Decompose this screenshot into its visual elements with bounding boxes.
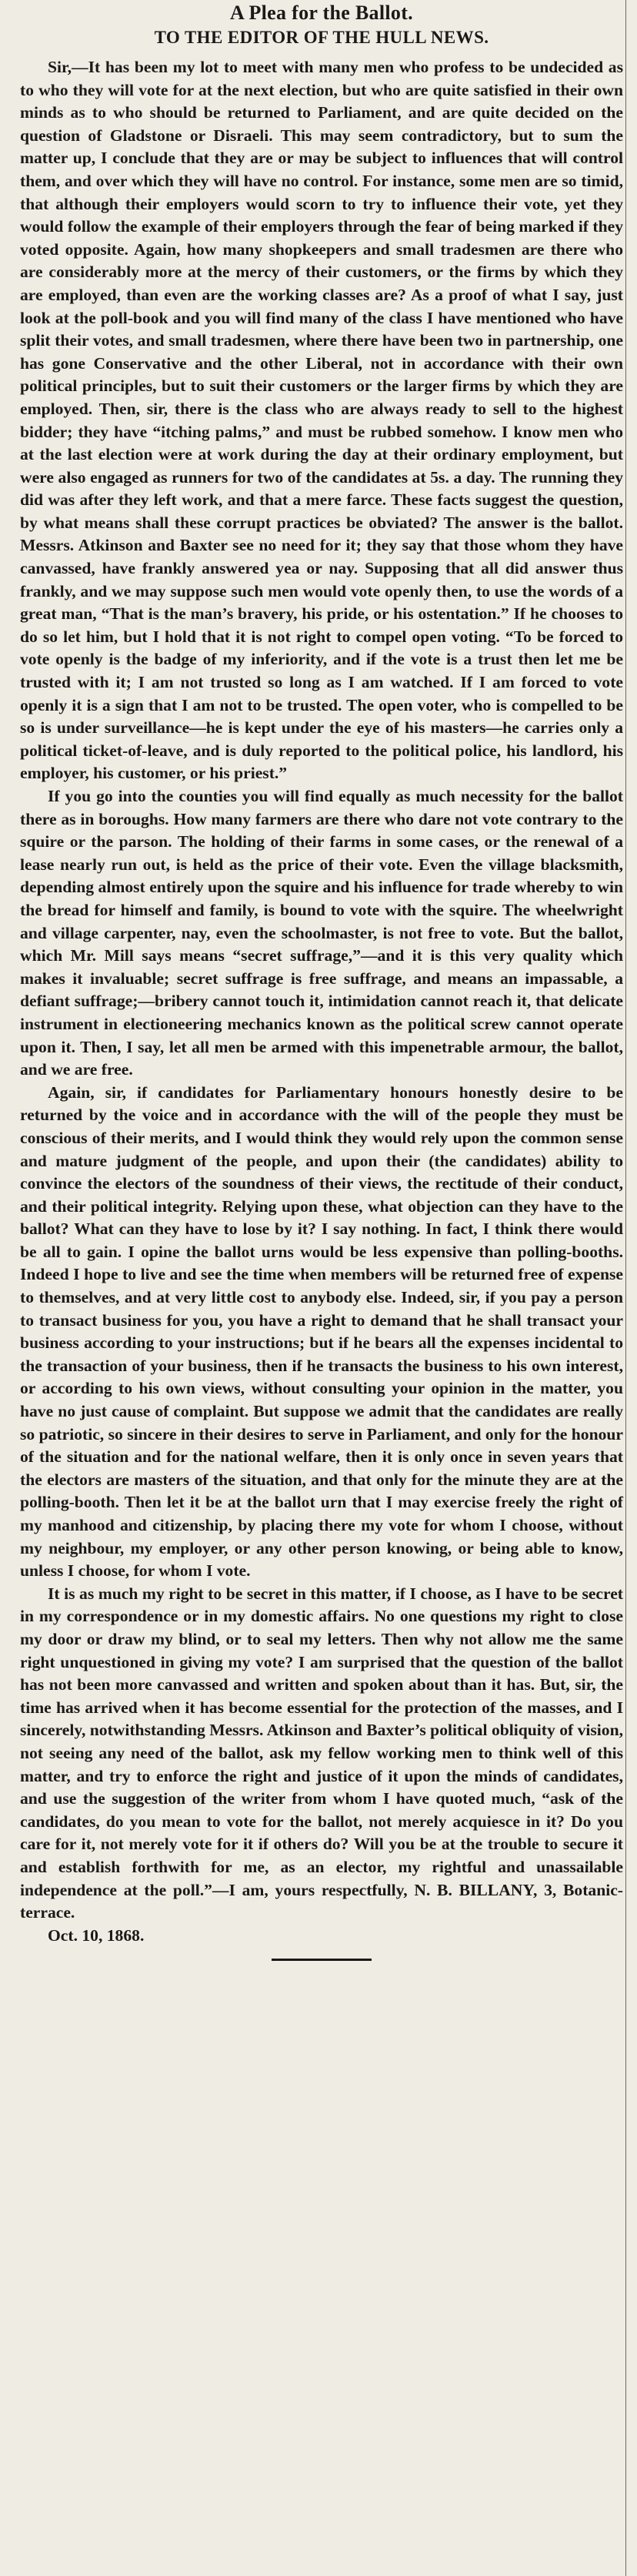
headline: A Plea for the Ballot. [230, 2, 413, 24]
letter-body [20, 56, 623, 1925]
paragraph-1-text: —It has been my lot to meet with many men who profess to be undecided as to who they will vote for at the next election, but who are quite satisfied in their own minds as to who should be returned to Parliament, and are quite decided on the question of Gladstone or Disraeli. This may seem contradictory, but to sum the matter up, I conclude that they are or may be subject to influences that will control them, and over which they will have no control. For instance, some men are so timid, that although their employers would scorn to try to influence their vote, yet they would follow the example of their employers through the fear of being marked if they voted opposite. Again, how many shopkeepers and small tradesmen are there who are considerably more at the mercy of their customers, or the firms by which they are employed, than even are the working classes are? As a proof of what I say, just look at the poll-book and you will find many of the class I have mentioned who have split their votes, and small tradesmen, where there have been two in partnership, one has gone Conservative and the other Liberal, not in accordance with their own political principles, but to suit their customers or the larger firms by which they are employed. Then, sir, there is the class who are always ready to sell to the highest bidder; they have “itching palms,” and must be rubbed somehow. I know men who at the last election were at work during the day at their ordinary employment, but were also engaged as runners for two of the candidates at 5s. a day. The running they did was after they left work, and that a mere farce. These facts suggest the question, by what means shall these corrupt practices be obviated? The answer is the ballot. Messrs. Atkinson and Baxter see no need for it; they say that those whom they have canvassed, have frankly answered yea or nay. Supposing that all did answer thus frankly, and we may suppose such men would vote openly then, to use the words of a great man, “That is the man’s bravery, his pride, or his ostentation.” If he chooses to do so let him, but I hold that it is not right to compel open voting. “To be forced to vote openly is the badge of my inferiority, and if the vote is a trust then let me be trusted with it; I am not trusted so long as I am watched. If I am forced to vote openly it is a sign that I am not to be trusted. The open voter, who is compelled to be so is under surveillance—he is kept under the eye of his masters—he carries only a political ticket-of-leave, and is duly reported to the political police, his landlord, his employer, his customer, or his priest.” [20, 58, 623, 783]
paragraph-4 [20, 1583, 623, 1925]
paragraph-3: Again, sir, if candidates for Parliamentary honours honestly desire to be returned by the voice and in accordance with the will of the people they must be conscious of their merits, and I would think they would rely upon the common sense and mature judgment of the people, and upon their (the candidates) ability to convince the electors of the soundness of their views, the rectitude of their conduct, and their political integrity. Relying upon these, what objection can they have to the ballot? What can they have to lose by it? I say nothing. In fact, I think there would be all to gain. I opine the ballot urns would be less expensive than polling-booths. Indeed I hope to live and see the time when members will be returned free of expense to themselves, and at very little cost to anybody else. Indeed, sir, if you pay a person to transact business for you, you have a right to demand that he shall transact your business according to your instructions; but if he bears all the expenses incidental to the transaction of your business, then if he transacts the business to his own interest, or according to his own views, without consulting your opinion in the matter, you have no just cause of complaint. But suppose we admit that the candidates are really so patriotic, so sincere in their desires to serve in Parliament, and only for the honour of the situation and for the national welfare, then it is only once in seven years that the electors are masters of the situation, and that only for the minute they are at the polling-booth. Then let it be at the ballot urn that I may exercise freely the right of my manhood and citizenship, by placing there my vote for whom I choose, without my neighbour, my employer, or any other person knowing, or being able to know, unless I choose, for whom I vote. [20, 1082, 623, 1581]
paragraph-2: If you go into the counties you will find equally as much necessity for the ballot there as in boroughs. How many farmers are there who dare not vote contrary to the squire or the parson. The holding of their farms in some cases, or the renewal of a lease nearly run out, is held as the price of their vote. Even the village blacksmith, depending almost entirely upon the squire and his influence for trade whereby to win the bread for himself and family, is bound to vote with the squire. The wheelwright and village carpenter, nay, even the schoolmaster, is not free to vote. But the ballot, which Mr. Mill says means “secret suffrage,”—and it is this very quality which makes it invaluable; secret suffrage is free suffrage, and means an impassable, a defiant suffrage;—bribery cannot touch it, intimidation cannot reach it, that delicate instrument in electioneering mechanics known as the political screw cannot operate upon it. Then, I say, let all men be armed with this impenetrable armour, the ballot, and we are free. [20, 787, 623, 1079]
subheading: TO THE EDITOR OF THE HULL NEWS. [154, 28, 489, 47]
paragraph-1 [20, 56, 623, 785]
letter-date: Oct. 10, 1868. [48, 1925, 145, 1945]
signature: N. B. BILLANY, 3, Botanic-terrace. [20, 1880, 623, 1922]
salutation: Sir, [48, 58, 72, 76]
dateline [20, 1925, 623, 1948]
column-rule [625, 0, 626, 2576]
paragraph-4-text: It is as much my right to be secret in this matter, if I choose, as I have to be secret in my correspondence or in my domestic affairs. No one questions my right to close my door or draw my blind, or to seal my letters. Then why not allow me the same right unquestioned in giving my vote? I am surprised that the question of the ballot has not been more canvassed and written and spoken about than it has. But, sir, the time has arrived when it has become essential for the protection of the masses, and I sincerely, notwithstanding Messrs. Atkinson and Baxter’s political obliquity of vision, not seeing any need of the ballot, ask my fellow working men to think well of this matter, and try to enforce the right and justice of it upon the minds of candidates, and use the suggestion of the writer from whom I have quoted much, “ask of the candidates, do you mean to vote for the ballot, not merely acquiesce in it? Do you care for it, not merely vote for it if others do? Will you be at the trouble to secure it and establish forthwith for me, as an elector, my rightful and unassailable independence at the poll.”—I am, yours respectfully, [20, 1584, 623, 1899]
closing-rule [272, 1959, 372, 1961]
